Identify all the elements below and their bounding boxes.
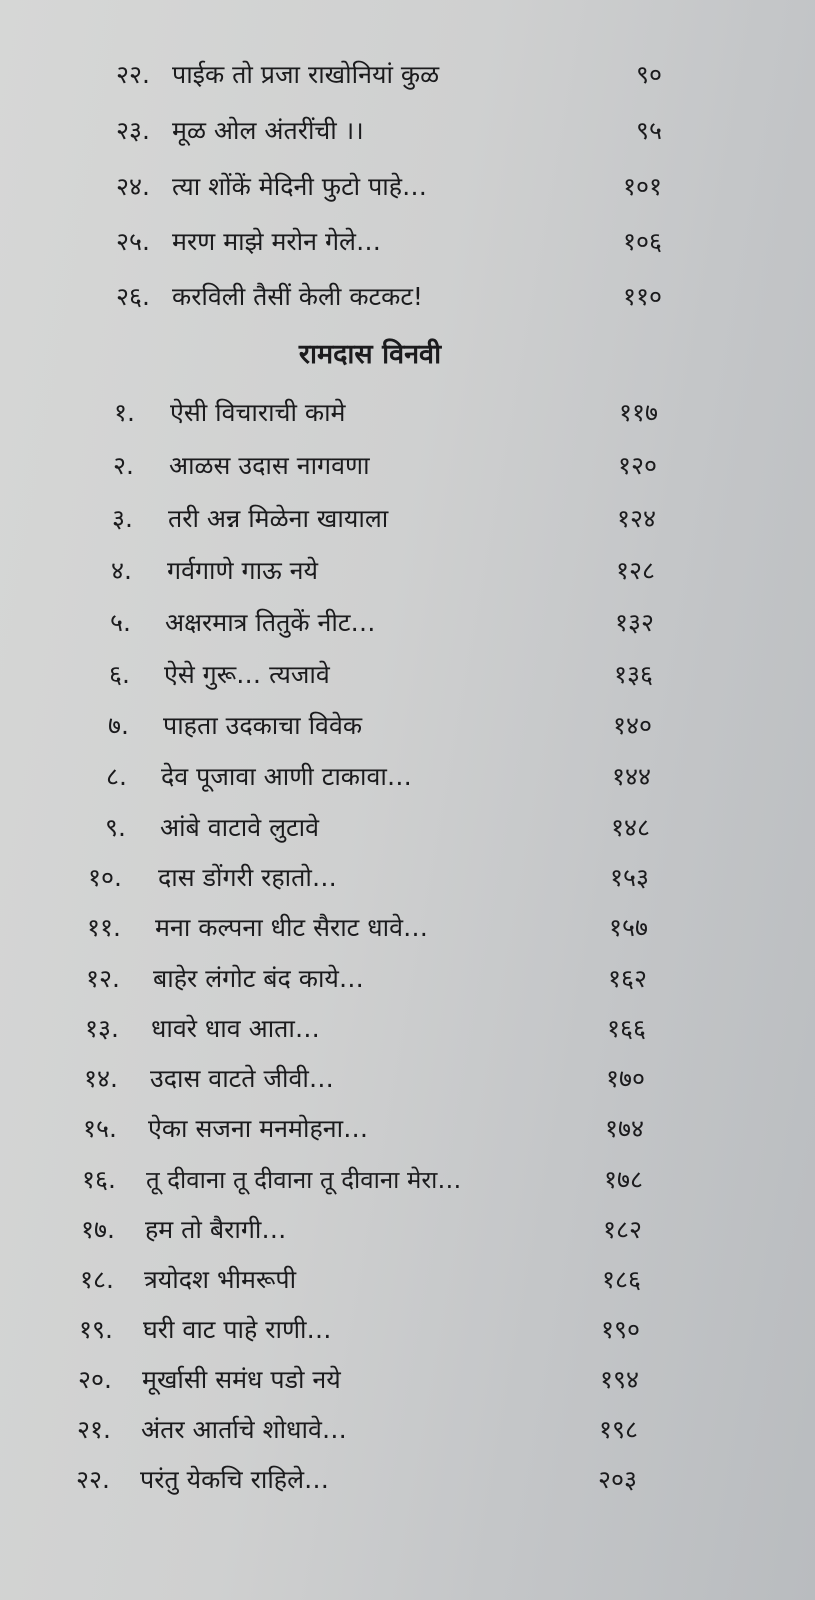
toc-entry: [0, 603, 815, 643]
entry-page: १३६: [613, 660, 653, 689]
entry-page: १७०: [605, 1064, 645, 1093]
entry-title: हम तो बैरागी…: [145, 1215, 287, 1244]
entry-number: २५.: [116, 227, 150, 256]
entry-title: ऐसी विचाराची कामे: [170, 398, 346, 427]
toc-entry: [0, 1260, 815, 1300]
entry-number: २२.: [116, 60, 150, 89]
entry-title: उदास वाटते जीवी…: [150, 1064, 334, 1093]
entry-page: १४०: [612, 711, 652, 740]
entry-page: १९८: [598, 1415, 638, 1444]
entry-number: २०.: [78, 1365, 112, 1394]
entry-number: १५.: [83, 1114, 117, 1143]
entry-number: १३.: [85, 1014, 119, 1043]
toc-entry: [0, 499, 815, 539]
entry-page: १८२: [602, 1215, 642, 1244]
toc-entry: [0, 222, 815, 262]
entry-number: १.: [114, 398, 135, 427]
entry-title: त्या शोंकें मेदिनी फुटो पाहे…: [172, 172, 428, 201]
entry-page: ११७: [618, 398, 658, 427]
entry-title: मूळ ओल अंतरींची ।।: [172, 116, 364, 145]
entry-title: घरी वाट पाहे राणी…: [143, 1315, 332, 1344]
entry-title: पाहता उदकाचा विवेक: [163, 711, 363, 740]
toc-entry: [0, 1009, 815, 1049]
entry-title: आंबे वाटावे लुटावे: [160, 813, 319, 842]
entry-page: १४४: [611, 762, 651, 791]
toc-entry: [0, 655, 815, 695]
toc-entry: [0, 1160, 815, 1200]
entry-title: मरण माझे मरोन गेले…: [172, 227, 381, 256]
toc-entry: [0, 959, 815, 999]
entry-page: १९०: [600, 1315, 640, 1344]
entry-title: अक्षरमात्र तितुकें नीट…: [165, 608, 376, 637]
entry-title: परंतु येकचि राहिले…: [140, 1465, 330, 1494]
toc-entry: [0, 1210, 815, 1250]
entry-number: १७.: [81, 1215, 115, 1244]
entry-title: ऐसे गुरू… त्यजावे: [164, 660, 330, 689]
toc-entry: [0, 858, 815, 898]
entry-number: २४.: [116, 172, 150, 201]
entry-title: दास डोंगरी रहातो…: [158, 863, 337, 892]
entry-title: तरी अन्न मिळेना खायाला: [168, 504, 389, 533]
entry-number: २६.: [116, 282, 150, 311]
entry-number: १९.: [79, 1315, 113, 1344]
entry-number: ७.: [108, 711, 129, 740]
toc-entry: [0, 1059, 815, 1099]
entry-title: गर्वगाणे गाऊ नये: [167, 556, 319, 585]
toc-entry: [0, 808, 815, 848]
entry-page: १०६: [622, 227, 662, 256]
entry-number: १०.: [88, 863, 122, 892]
entry-number: १२.: [86, 964, 120, 993]
entry-page: १७८: [603, 1165, 643, 1194]
entry-title: अंतर आर्ताचे शोधावे…: [141, 1415, 347, 1444]
toc-entry: [0, 551, 815, 591]
entry-page: ९५: [635, 116, 662, 145]
entry-title: पाईक तो प्रजा राखोनियां कुळ: [172, 60, 440, 89]
entry-title: तू दीवाना तू दीवाना तू दीवाना मेरा…: [146, 1166, 462, 1194]
entry-title: ऐका सजना मनमोहना…: [148, 1114, 369, 1143]
entry-page: १३२: [614, 608, 654, 637]
entry-number: ३.: [112, 504, 133, 533]
toc-entry: [0, 1109, 815, 1149]
toc-entry: [0, 908, 815, 948]
entry-title: देव पूजावा आणी टाकावा…: [161, 762, 412, 791]
entry-title: आळस उदास नागवणा: [169, 451, 370, 480]
entry-page: १६२: [607, 964, 647, 993]
entry-page: १५३: [609, 863, 649, 892]
entry-page: १७४: [604, 1114, 644, 1143]
entry-number: ४.: [111, 556, 132, 585]
entry-page: १६६: [606, 1014, 646, 1043]
toc-entry: [0, 446, 815, 486]
toc-entry: [0, 277, 815, 317]
entry-page: ९०: [635, 60, 662, 89]
toc-entry: [0, 706, 815, 746]
toc-entry: [0, 757, 815, 797]
entry-page: १२०: [617, 451, 657, 480]
toc-entry: [0, 167, 815, 207]
entry-page: १४८: [610, 813, 650, 842]
entry-page: १९४: [599, 1365, 639, 1394]
entry-title: धावरे धाव आता…: [151, 1014, 320, 1043]
entry-number: १६.: [82, 1165, 116, 1194]
toc-entry: [0, 1310, 815, 1350]
entry-number: ६.: [109, 660, 130, 689]
entry-number: १४.: [84, 1064, 118, 1093]
entry-page: १५७: [608, 913, 648, 942]
entry-number: ८.: [106, 762, 127, 791]
section-heading: रामदास विनवी: [298, 339, 442, 370]
entry-title: बाहेर लंगोट बंद काये…: [153, 964, 364, 993]
toc-entry: [0, 393, 815, 433]
entry-title: करविली तैसीं केली कटकट!: [172, 282, 423, 311]
entry-number: ५.: [110, 608, 131, 637]
toc-entry: [0, 1360, 815, 1400]
entry-page: १०१: [622, 172, 662, 201]
entry-page: २०३: [597, 1465, 637, 1494]
toc-entry: [0, 111, 815, 151]
entry-page: १८६: [601, 1265, 641, 1294]
entry-title: त्रयोदश भीमरूपी: [144, 1265, 297, 1294]
toc-entry: [0, 1460, 815, 1500]
entry-page: १२८: [615, 556, 655, 585]
entry-page: १२४: [616, 504, 656, 533]
toc-entry: [0, 1410, 815, 1450]
entry-title: मूर्खासी समंध पडो नये: [142, 1365, 341, 1394]
entry-number: २.: [113, 451, 134, 480]
toc-entry: [0, 55, 815, 95]
entry-number: ११.: [87, 913, 121, 942]
entry-number: १८.: [80, 1265, 114, 1294]
entry-number: ९.: [105, 813, 126, 842]
entry-title: मना कल्पना धीट सैराट धावे…: [155, 913, 428, 942]
entry-number: २२.: [76, 1465, 110, 1494]
entry-page: ११०: [622, 282, 662, 311]
entry-number: २१.: [77, 1415, 111, 1444]
entry-number: २३.: [116, 116, 150, 145]
